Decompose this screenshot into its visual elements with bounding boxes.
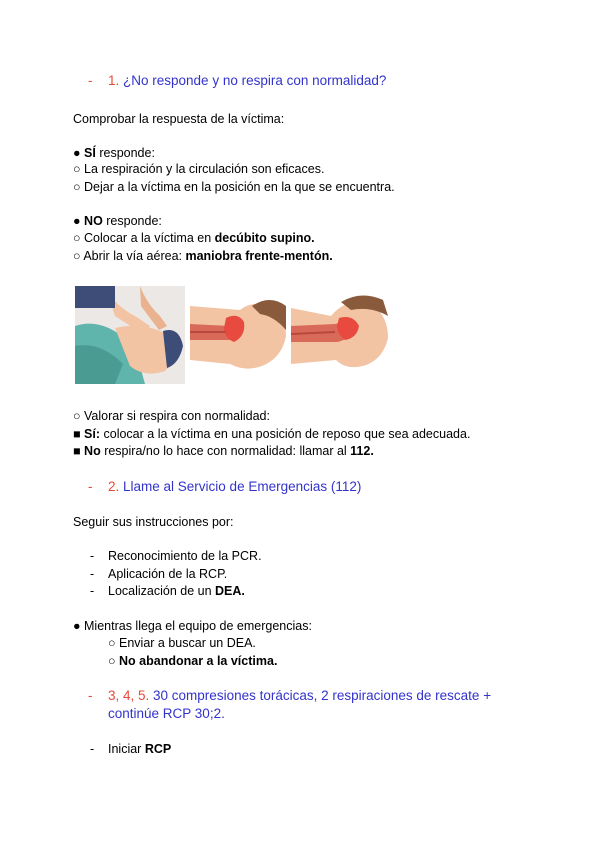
heading-dash: - [88,73,93,88]
heading-dash: - [88,479,93,494]
closed-airway-drawing [190,286,286,384]
follow-intro: Seguir sus instrucciones por: [73,515,234,529]
meanwhile-item [108,635,256,651]
airway-illustration [75,286,388,384]
si-item: ○ Dejar a la víctima en la posición en la que se encuentra. [73,180,395,194]
no-label: NO [84,214,103,228]
heading-text: ¿No responde y no respira con normalidad? [119,73,387,88]
heading-number: 1. [108,73,120,88]
follow-item [90,566,227,582]
heading-number: 3, 4, 5. [108,688,150,703]
start-rcp-text: Iniciar [108,742,145,756]
heading-no-responde [88,73,386,89]
no-rest: responde: [102,214,162,228]
check-intro: Comprobar la respuesta de la víctima: [73,112,285,126]
head-tilt-drawing [75,286,185,384]
list-dash: - [90,567,95,581]
no-item-text: ○ Colocar a la víctima en [73,231,215,245]
square-bullet: ■ [73,444,81,458]
square-bullet: ■ [73,427,81,441]
follow-item-bold: DEA. [215,584,245,598]
si-label: SÍ [84,146,96,160]
heading-text: 30 compresiones torácicas, 2 respiraciones de rescate + [149,688,492,703]
meanwhile-item-bold: No abandonar a la víctima. [119,654,278,668]
si-respira [73,426,470,442]
follow-item [90,548,262,564]
heading-number: 2. [108,479,120,494]
emergency-number: 112. [350,444,374,458]
follow-item-text: Reconocimiento de la PCR. [108,549,262,563]
no-item-bold: maniobra frente-mentón. [185,249,333,263]
si-respira-text: colocar a la víctima en una posición de reposo que sea adecuada. [100,427,471,441]
no-item-bold: decúbito supino. [214,231,315,245]
si-item: ○ La respiración y la circulación son eficaces. [73,162,325,176]
heading-llame-emergencias [88,479,361,495]
no-respira-label: No [84,444,101,458]
no-respira [73,443,374,459]
start-rcp-bold: RCP [144,742,172,756]
assess-breathing: ○ Valorar si respira con normalidad: [73,409,270,423]
follow-item-text: Aplicación de la RCP. [108,567,228,581]
no-responde [73,213,162,229]
start-rcp [90,741,171,757]
heading-dash: - [88,688,93,703]
meanwhile-item-text: ○ [108,654,120,668]
heading-compresiones-continued: continúe RCP 30;2. [108,706,225,721]
open-airway-panel [291,286,388,384]
no-item [73,248,333,264]
meanwhile-item-text: ○ Enviar a buscar un DEA. [108,636,256,650]
heading-compresiones [88,688,491,704]
open-airway-drawing [291,286,388,384]
follow-item-text: Localización de un [108,584,216,598]
closed-airway-panel [190,286,286,384]
no-respira-text: respira/no lo hace con normalidad: llamar al [100,444,351,458]
si-responde [73,145,155,161]
no-item [73,230,315,246]
list-dash: - [90,549,95,563]
si-respira-label: Sí: [84,427,101,441]
head-tilt-panel [75,286,185,384]
bullet: ● [73,214,81,228]
follow-item [90,583,245,599]
heading-text: Llame al Servicio de Emergencias (112) [119,479,362,494]
meanwhile-item [108,653,277,669]
meanwhile: ● Mientras llega el equipo de emergencias: [73,619,312,633]
si-rest: responde: [95,146,155,160]
list-dash: - [90,584,95,598]
list-dash: - [90,742,95,756]
bullet: ● [73,146,81,160]
no-item-text: ○ Abrir la vía aérea: [73,249,186,263]
